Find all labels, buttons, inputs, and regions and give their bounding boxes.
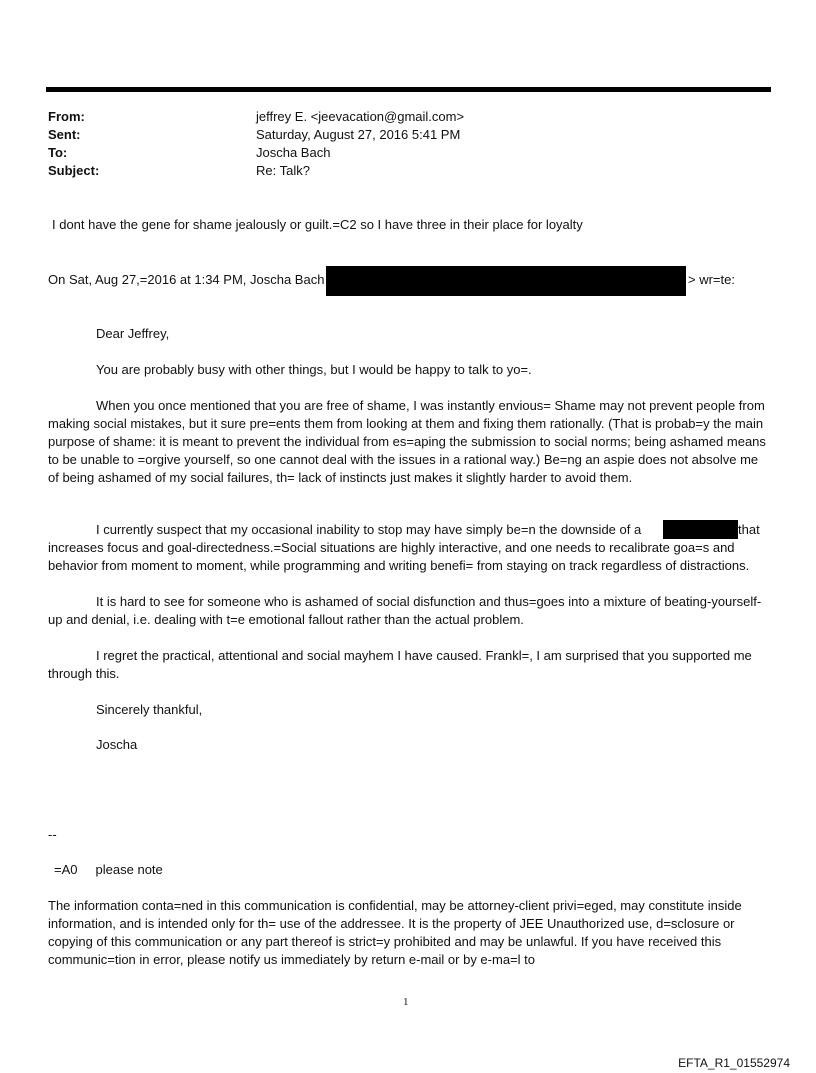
to-label: To: [48,145,68,160]
redaction-block [326,266,686,296]
signature: Joscha [96,737,138,752]
greeting: Dear Jeffrey, [96,326,170,341]
closing: Sincerely thankful, [96,702,203,717]
paragraph-4: It is hard to see for someone who is ashamed of social disfunction and thus=goes into a mixture of beating-yourself-up and denial, i.e. dealing with t=e emotional fallout rather than the actual problem. [48,594,762,627]
quote-header-prefix: On Sat, Aug 27,=2016 at 1:34 PM, Joscha Bach [48,272,325,287]
from-value: jeffrey E. <jeevacation@gmail.com> [256,109,465,124]
header-rule [46,87,771,92]
document-id: EFTA_R1_01552974 [678,1056,790,1070]
paragraph-3-after-redaction: that [738,522,760,537]
please-note: =A0 please note [54,862,163,877]
quote-header-suffix: > wr=te: [688,272,735,287]
redaction-inline [663,520,738,539]
paragraph-5: I regret the practical, attentional and social mayhem I have caused. Frankl=, I am surprised that you supported me through this. [48,648,752,681]
to-value: Joscha Bach [256,145,331,160]
subject-value: Re: Talk? [256,163,310,178]
reply-text: I dont have the gene for shame jealously or guilt.=C2 so I have three in their place for loyalty [52,217,583,232]
separator: -- [48,827,57,842]
sent-value: Saturday, August 27, 2016 5:41 PM [256,127,461,142]
page-number: 1 [403,996,409,1008]
sent-label: Sent: [48,127,81,142]
from-label: From: [48,109,85,124]
paragraph-1: You are probably busy with other things, but I would be happy to talk to yo=. [96,362,532,377]
subject-label: Subject: [48,163,100,178]
disclaimer: The information conta=ned in this communication is confidential, may be attorney-client privi=eged, may constitute inside information, and is intended only for th= use of the addressee. It is the property of JEE Unauthorized use, d=sclosure or copying of this communication or any part thereof is strict=y prohibited and may be unlawful. If you have received this communic=tion in error, please notify us immediately by return e-mail or by e-ma=l to [48,898,742,967]
paragraph-3-rest: increases focus and goal-directedness.=Social situations are highly interactive, and one needs to recalibrate goa=s and behavior from moment to moment, while programming and writing benefi= from staying on track regardless of distractions. [48,540,750,573]
paragraph-3-start: I currently suspect that my occasional inability to stop may have simply be=n the downside of a [96,522,642,537]
paragraph-2: When you once mentioned that you are free of shame, I was instantly envious= Shame may not prevent people from making social mistakes, but it sure pre=ents them from looking at them and fixing them rationally. (That is probab=y the main purpose of shame: it is meant to prevent the individual from es=aping the submission to social norms; being ashamed means to be unable to =orgive yourself, so one cannot deal with the issues in a rational way.) Be=ng an aspie does not absolve me of being ashamed of my social failures, th= lack of instincts just makes it slightly harder to avoid them. [48,398,766,485]
